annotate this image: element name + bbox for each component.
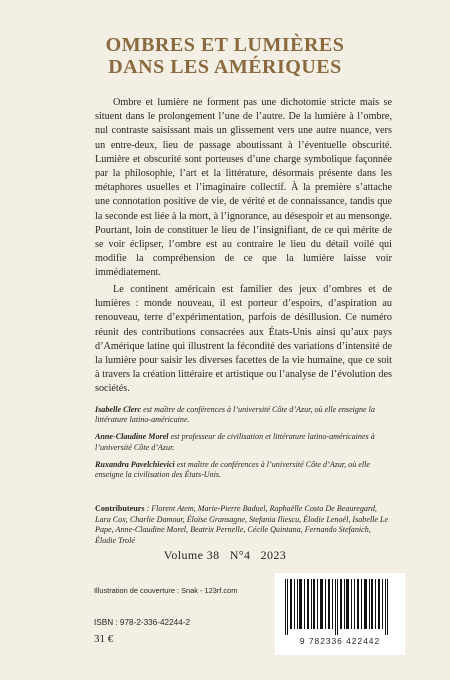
bio-name: Isabelle Clerc — [95, 405, 142, 414]
contributors — [95, 504, 392, 546]
price: 31 € — [94, 633, 114, 645]
volume-text: Volume 38 N°4 2023 — [163, 548, 287, 562]
barcode-number: 9 782336 422442 — [299, 636, 381, 646]
bio-name: Ruxandra Pavelchievici — [95, 459, 175, 469]
contributors-list: : Florent Atem, Marie-Pierre Baduel, Raphaëlle Costa De Beauregard, Lara Cox, Charlie Damour, Éloïse Gransagne, Stefania Iliescu, Élodie Lenoël, Isabelle Le Pape, Anne-Claudine Morel, Beatrix Pernelle, Cécile Quintana, Fernando Stefanich, Élodie Trolé — [95, 504, 389, 545]
title-line-2: DANS LES AMÉRIQUES — [108, 56, 342, 78]
editor-bios — [95, 405, 392, 487]
title-line-1: OMBRES ET LUMIÈRES — [105, 34, 345, 56]
bio-text: est maître de conférences à l’université Côte d’Azur, où elle enseigne la littérature latino-américaine. — [95, 405, 375, 425]
contributors-label: Contributeurs — [95, 504, 145, 513]
bio-ruxandra-pavelchievici — [95, 460, 392, 480]
summary-paragraph-2: Le continent américain est familier des jeux d’ombres et de lumières : monde nouveau, il est porteur d’espoirs, d’aspiration au renouveau, terre d’expérimentation, parfois de désillusion. Ce numéro réunit des contributions consacrées aux États-Unis ainsi qu’aux pays d’Amérique latine qui illustrent la fécondité des variations d’intensité de la lumière pour saisir les diverses facettes de la vie humaine, que ce soit à travers la création littéraire et artistique ou l’analyse de l’évolution des sociétés. — [95, 284, 392, 395]
illustration-credit: Illustration de couverture : Snak - 123rf.com — [94, 586, 238, 595]
isbn: ISBN : 978-2-336-42244-2 — [94, 618, 191, 627]
bio-text: est professeur de civilisation et littérature latino-américaines à l’université Côte d’Azur. — [95, 432, 375, 452]
bio-anne-claudine-morel — [95, 432, 392, 452]
barcode-bars — [283, 579, 397, 635]
summary-paragraph-1: Ombre et lumière ne forment pas une dichotomie stricte mais se situent dans le prolongement l’une de l’autre. De la lumière à l’ombre, nul contraste saisissant mais un glissement vers une autre nuance, vers un entre-deux, lieu de passage aboutissant à l’éventuelle obscurité. Lumière et obscurité sont porteuses d’une charge symbolique façonnée par la philosophie, l’art et la littérature, désormais présente dans les métaphores usuelles et l’imaginaire collectif. À la première s’attache une connotation positive de vie, de vérité et de connaissance, tandis que la seconde est liée à la mort, à l’ignorance, au désespoir et au mensonge. Pourtant, loin de constituer le lieu de l’insignifiant, de ce qui mérite de se voir éclipser, l’ombre est au contraire le lieu du détail voilé qui modifie la compréhension de ce que la lumière laisse voir immédiatement. — [95, 97, 392, 279]
bio-name: Anne-Claudine Morel — [95, 432, 169, 442]
cover-title — [0, 34, 450, 78]
bio-text: est maître de conférences à l’université Côte d’Azur, où elle enseigne la civilisation des États-Unis. — [95, 459, 370, 480]
bio-isabelle-clerc — [95, 405, 392, 425]
barcode — [275, 573, 405, 655]
volume-info — [0, 548, 450, 563]
